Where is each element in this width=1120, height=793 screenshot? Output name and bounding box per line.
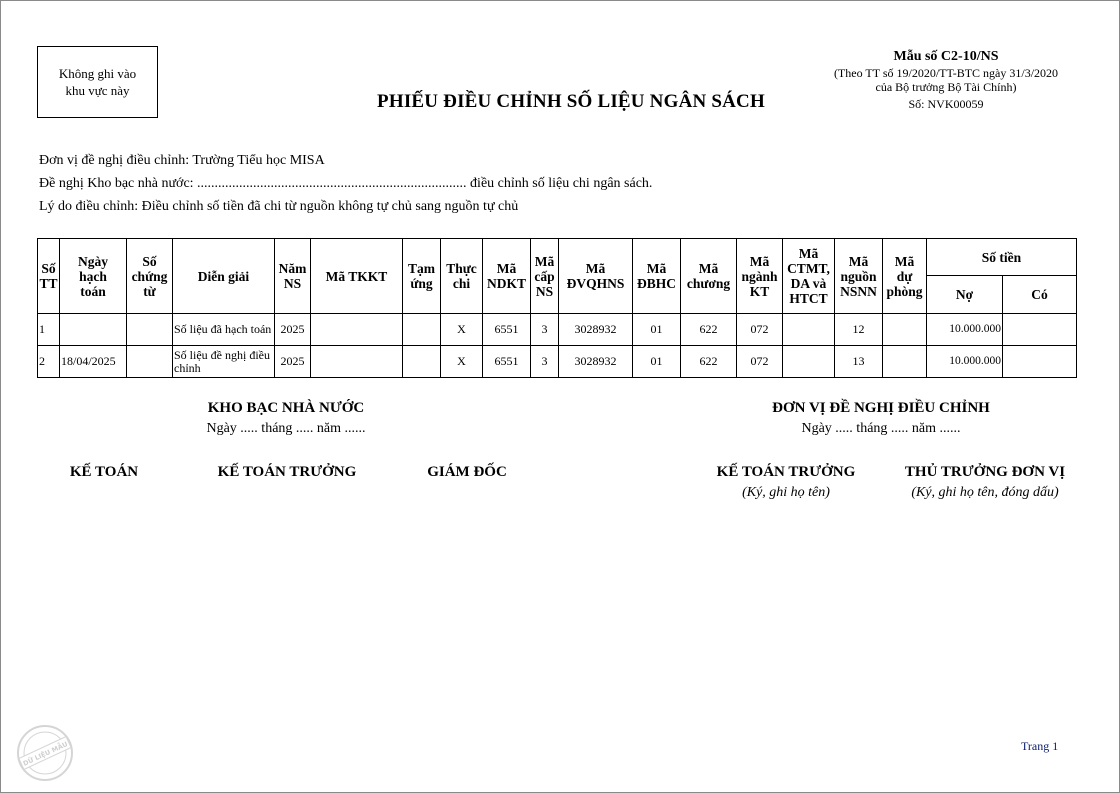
- cell-credit: [1003, 346, 1077, 378]
- header-ndkt-code: [483, 239, 531, 314]
- form-code: Mẫu số C2-10/NS: [893, 49, 999, 64]
- header-line: NS: [283, 276, 302, 291]
- header-line: HTCT: [789, 291, 828, 306]
- header-line: Tạm: [408, 261, 435, 276]
- header-line: DA và: [790, 276, 827, 291]
- header-chapter-code: [681, 239, 737, 314]
- header-advance: [403, 239, 441, 314]
- request-info: [39, 149, 652, 218]
- header-dbhc-code: [633, 239, 681, 314]
- header-reserve-code: [883, 239, 927, 314]
- header-posting-date: [60, 239, 127, 314]
- header-line: Năm: [278, 261, 307, 276]
- header-credit: Có: [1003, 276, 1077, 314]
- header-actual-spend: [441, 239, 483, 314]
- cell-chapter-code: 622: [681, 314, 737, 346]
- header-line: NS: [535, 283, 554, 299]
- requesting-unit-block: [731, 398, 1031, 440]
- header-line: Ngày: [78, 253, 108, 269]
- header-line: KT: [749, 283, 770, 299]
- header-line: Mã TKKT: [325, 268, 388, 284]
- cell-ndkt-code: 6551: [483, 314, 531, 346]
- header-budget-year: [275, 239, 311, 314]
- document-number: Số: NVK00059: [908, 97, 984, 111]
- header-line: chi: [452, 276, 471, 291]
- header-line: toán: [80, 283, 106, 299]
- cell-account-code: [311, 314, 403, 346]
- treasury-request-line: Đề nghị Kho bạc nhà nước: ............................................................................. điều chỉnh số liệu chi ngân sách.: [39, 176, 653, 191]
- header-line: Thực: [446, 261, 477, 276]
- header-account-code: [311, 239, 403, 314]
- signature-unit-head: [881, 462, 1089, 504]
- table-row: [38, 314, 1077, 346]
- header-stt: [38, 239, 60, 314]
- cell-ctmt-code: [783, 346, 835, 378]
- header-voucher-number: [127, 239, 173, 314]
- signature-chief-accountant-unit-title: KẾ TOÁN TRƯỞNG: [716, 464, 856, 480]
- form-reference-line1: (Theo TT số 19/2020/TT-BTC ngày 31/3/2020: [833, 66, 1059, 80]
- signature-chief-accountant-treasury-title: KẾ TOÁN TRƯỞNG: [217, 464, 357, 480]
- header-line: NDKT: [486, 276, 526, 291]
- header-source-code: [835, 239, 883, 314]
- header-line: nguồn: [840, 268, 877, 284]
- cell-stt: 2: [38, 346, 60, 378]
- header-line: Mã: [646, 261, 667, 276]
- cell-dvqhns-code: 3028932: [559, 314, 633, 346]
- header-line: hạch: [79, 268, 107, 284]
- table-row: [38, 346, 1077, 378]
- signature-chief-accountant-unit: [691, 462, 881, 504]
- header-line: ĐVQHNS: [566, 276, 625, 291]
- header-line: cấp: [534, 268, 555, 284]
- document-title: PHIẾU ĐIỀU CHỈNH SỐ LIỆU NGÂN SÁCH: [377, 91, 765, 112]
- signature-chief-accountant-treasury: [197, 462, 377, 482]
- cell-ndkt-code: 6551: [483, 346, 531, 378]
- signature-accountant-title: KẾ TOÁN: [69, 464, 139, 480]
- header-description: [173, 239, 275, 314]
- cell-dbhc-code: 01: [633, 346, 681, 378]
- form-reference-line2: của Bộ trưởng Bộ Tài Chính): [875, 80, 1017, 94]
- header-line: Mã: [749, 253, 770, 269]
- header-line: CTMT,: [787, 261, 830, 276]
- cell-advance: [403, 314, 441, 346]
- header-line: dự: [896, 268, 913, 284]
- header-sector-code: [737, 239, 783, 314]
- signature-chief-accountant-unit-note: (Ký, ghi họ tên): [742, 485, 830, 500]
- header-line: từ: [143, 283, 156, 299]
- adjustment-reason-line: Lý do điều chỉnh: Điều chỉnh số tiền đã chi từ nguồn không tự chủ sang nguồn tự chủ: [39, 199, 519, 214]
- header-line: NSNN: [840, 283, 877, 299]
- treasury-block: [141, 398, 431, 440]
- cell-chapter-code: 622: [681, 346, 737, 378]
- header-line: Mã: [848, 253, 869, 269]
- cell-actual-spend: X: [441, 314, 483, 346]
- cell-budget-year: 2025: [275, 346, 311, 378]
- watermark-text: DỮ LIỆU MẪU: [21, 740, 70, 768]
- cell-dbhc-code: 01: [633, 314, 681, 346]
- header-line: ngành: [741, 268, 778, 284]
- cell-budget-level-code: 3: [531, 314, 559, 346]
- header-debit: Nợ: [927, 276, 1003, 314]
- cell-voucher-number: [127, 346, 173, 378]
- header-line: Mã: [698, 261, 719, 276]
- header-line: Số: [41, 261, 56, 276]
- cell-debit: 10.000.000: [927, 314, 1003, 346]
- no-write-area-line2: khu vực này: [65, 83, 130, 98]
- signature-accountant: [41, 462, 167, 482]
- cell-dvqhns-code: 3028932: [559, 346, 633, 378]
- cell-actual-spend: X: [441, 346, 483, 378]
- header-line: Mã: [534, 253, 555, 269]
- signature-unit-head-note: (Ký, ghi họ tên, đóng dấu): [911, 485, 1059, 500]
- cell-budget-year: 2025: [275, 314, 311, 346]
- header-line: Mã: [894, 253, 915, 269]
- header-line: ứng: [410, 276, 433, 291]
- cell-sector-code: 072: [737, 346, 783, 378]
- requesting-unit-line: Đơn vị đề nghị điều chỉnh: Trường Tiểu học MISA: [39, 153, 325, 168]
- cell-reserve-code: [883, 314, 927, 346]
- header-line: phòng: [886, 283, 923, 299]
- sample-data-watermark-icon: [15, 723, 75, 783]
- budget-adjustment-table: [37, 238, 1077, 378]
- header-line: Mã: [585, 261, 606, 276]
- header-line: Diễn giải: [197, 268, 250, 284]
- treasury-title: KHO BẠC NHÀ NƯỚC: [207, 400, 365, 416]
- cell-description: Số liệu đề nghị điều chỉnh: [173, 346, 275, 378]
- cell-stt: 1: [38, 314, 60, 346]
- header-line: chứng: [131, 268, 168, 284]
- cell-credit: [1003, 314, 1077, 346]
- header-line: TT: [39, 276, 58, 291]
- cell-account-code: [311, 346, 403, 378]
- header-line: chương: [686, 276, 731, 291]
- no-write-area-line1: Không ghi vào: [58, 66, 137, 81]
- cell-source-code: 13: [835, 346, 883, 378]
- cell-posting-date: 18/04/2025: [60, 346, 127, 378]
- cell-ctmt-code: [783, 314, 835, 346]
- requesting-unit-title: ĐƠN VỊ ĐỀ NGHỊ ĐIỀU CHỈNH: [772, 400, 990, 416]
- signature-unit-head-title: THỦ TRƯỞNG ĐƠN VỊ: [904, 464, 1066, 480]
- cell-sector-code: 072: [737, 314, 783, 346]
- cell-posting-date: [60, 314, 127, 346]
- requesting-unit-date: Ngày ..... tháng ..... năm ......: [801, 421, 961, 436]
- header-amount: Số tiền: [927, 239, 1077, 276]
- cell-description: Số liệu đã hạch toán: [173, 314, 275, 346]
- header-line: Số: [142, 253, 157, 269]
- header-budget-level-code: [531, 239, 559, 314]
- header-line: ĐBHC: [636, 276, 676, 291]
- cell-voucher-number: [127, 314, 173, 346]
- page-number: Trang 1: [1021, 739, 1059, 753]
- treasury-date: Ngày ..... tháng ..... năm ......: [206, 421, 366, 436]
- signature-director: [397, 462, 537, 482]
- cell-reserve-code: [883, 346, 927, 378]
- cell-debit: 10.000.000: [927, 346, 1003, 378]
- header-dvqhns-code: [559, 239, 633, 314]
- cell-source-code: 12: [835, 314, 883, 346]
- signature-director-title: GIÁM ĐỐC: [427, 464, 507, 480]
- cell-advance: [403, 346, 441, 378]
- header-line: Mã: [496, 261, 517, 276]
- header-ctmt-code: [783, 239, 835, 314]
- no-write-area-box: [37, 46, 158, 118]
- header-line: Mã: [798, 246, 819, 261]
- cell-budget-level-code: 3: [531, 346, 559, 378]
